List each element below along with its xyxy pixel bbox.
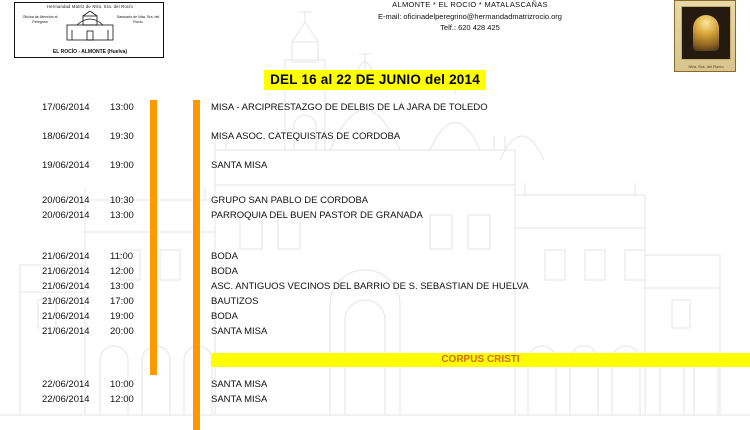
seal-bottom-text: EL ROCÍO - ALMONTE (Huelva) [52, 49, 128, 55]
schedule-row-event: PARROQUIA DEL BUEN PASTOR DE GRANADA [211, 210, 423, 221]
schedule-row-date: 17/06/2014 [42, 102, 90, 113]
schedule-row-date: 22/06/2014 [42, 394, 90, 405]
schedule-row-event: BODA [211, 251, 238, 262]
schedule-row-event: MISA ASOC. CATEQUISTAS DE CORDOBA [211, 131, 401, 142]
schedule-row-date: 19/06/2014 [42, 160, 90, 171]
schedule-row-date: 21/06/2014 [42, 251, 90, 262]
schedule-row-time: 13:00 [110, 281, 134, 292]
schedule-row [0, 193, 750, 208]
schedule-row-time: 19:30 [110, 131, 134, 142]
schedule-row [0, 208, 750, 223]
schedule-row-date: 20/06/2014 [42, 195, 90, 206]
schedule-row-date: 22/06/2014 [42, 379, 90, 390]
schedule-row-time: 19:00 [110, 160, 134, 171]
schedule-row-event: BODA [211, 311, 238, 322]
church-seal-icon [63, 11, 117, 41]
seal-right-text: Santuario de Ntra. Sra. del Rocío [116, 15, 160, 24]
schedule-row-event: MISA - ARCIPRESTAZGO DE DELBIS DE LA JARA DE TOLEDO [211, 102, 488, 113]
schedule-row-event: GRUPO SAN PABLO DE CORDOBA [211, 195, 369, 206]
schedule-row [0, 294, 750, 309]
schedule-row-time: 12:00 [110, 394, 134, 405]
schedule-row-event: ASC. ANTIGUOS VECINOS DEL BARRIO DE S. SEBASTIAN DE HUELVA [211, 281, 529, 292]
schedule-row-time: 11:00 [110, 251, 134, 262]
date-range-title [0, 70, 750, 90]
schedule-row [0, 100, 750, 115]
schedule-row-date: 20/06/2014 [42, 210, 90, 221]
schedule-row-time: 12:00 [110, 266, 134, 277]
schedule-row-time: 20:00 [110, 326, 134, 337]
schedule-row-event: BAUTIZOS [211, 296, 259, 307]
date-range-title-text: DEL 16 al 22 DE JUNIO del 2014 [264, 70, 486, 90]
schedule-row-event: BODA [211, 266, 238, 277]
schedule-row [0, 324, 750, 339]
schedule-row-date: 21/06/2014 [42, 281, 90, 292]
schedule-row [0, 158, 750, 173]
contact-block [260, 0, 680, 32]
schedule-row [0, 392, 750, 407]
contact-email: E-mail: oficinadelperegrino@hermandadmatrizrocio.org [378, 12, 562, 21]
schedule-row-event: SANTA MISA [211, 379, 268, 390]
schedule-row [0, 249, 750, 264]
schedule-row [0, 264, 750, 279]
seal-arc-text: Hermandad Matriz de Ntra. Sra. del Rocío [46, 4, 134, 9]
schedule-row-event: SANTA MISA [211, 326, 268, 337]
corpus-banner-text: CORPUS CRISTI [441, 354, 520, 365]
schedule-gap [0, 144, 750, 158]
virgin-caption: Ntra. Sra. del Rocío [688, 64, 724, 69]
schedule-gap [0, 223, 750, 249]
schedule-row [0, 279, 750, 294]
seal-left-text: Oficina de Atención al Peregrino [22, 15, 58, 24]
schedule-row-time: 17:00 [110, 296, 134, 307]
schedule-row-date: 21/06/2014 [42, 326, 90, 337]
schedule-row-time: 13:00 [110, 210, 134, 221]
schedule-list [0, 100, 750, 407]
schedule-gap [0, 173, 750, 193]
hermandad-seal [14, 2, 164, 58]
contact-locations: ALMONTE * EL ROCIO * MATALASCAÑAS [392, 0, 548, 9]
schedule-row [0, 129, 750, 144]
schedule-row [0, 309, 750, 324]
schedule-row-event: SANTA MISA [211, 160, 268, 171]
schedule-row-date: 21/06/2014 [42, 296, 90, 307]
schedule-row [0, 377, 750, 392]
schedule-row-date: 21/06/2014 [42, 311, 90, 322]
virgin-frame [681, 6, 731, 60]
schedule-row-date: 21/06/2014 [42, 266, 90, 277]
schedule-row-time: 10:00 [110, 379, 134, 390]
schedule-row-time: 13:00 [110, 102, 134, 113]
schedule-row-event: SANTA MISA [211, 394, 268, 405]
document-header [0, 0, 750, 69]
schedule-row-date: 18/06/2014 [42, 131, 90, 142]
schedule-row-time: 10:30 [110, 195, 134, 206]
corpus-cristi-banner [0, 353, 750, 367]
schedule-row-time: 19:00 [110, 311, 134, 322]
contact-phone: Telf.: 620 428 425 [440, 23, 500, 32]
schedule-gap [0, 115, 750, 129]
virgin-figure-icon [693, 15, 719, 51]
virgin-image [674, 0, 736, 72]
